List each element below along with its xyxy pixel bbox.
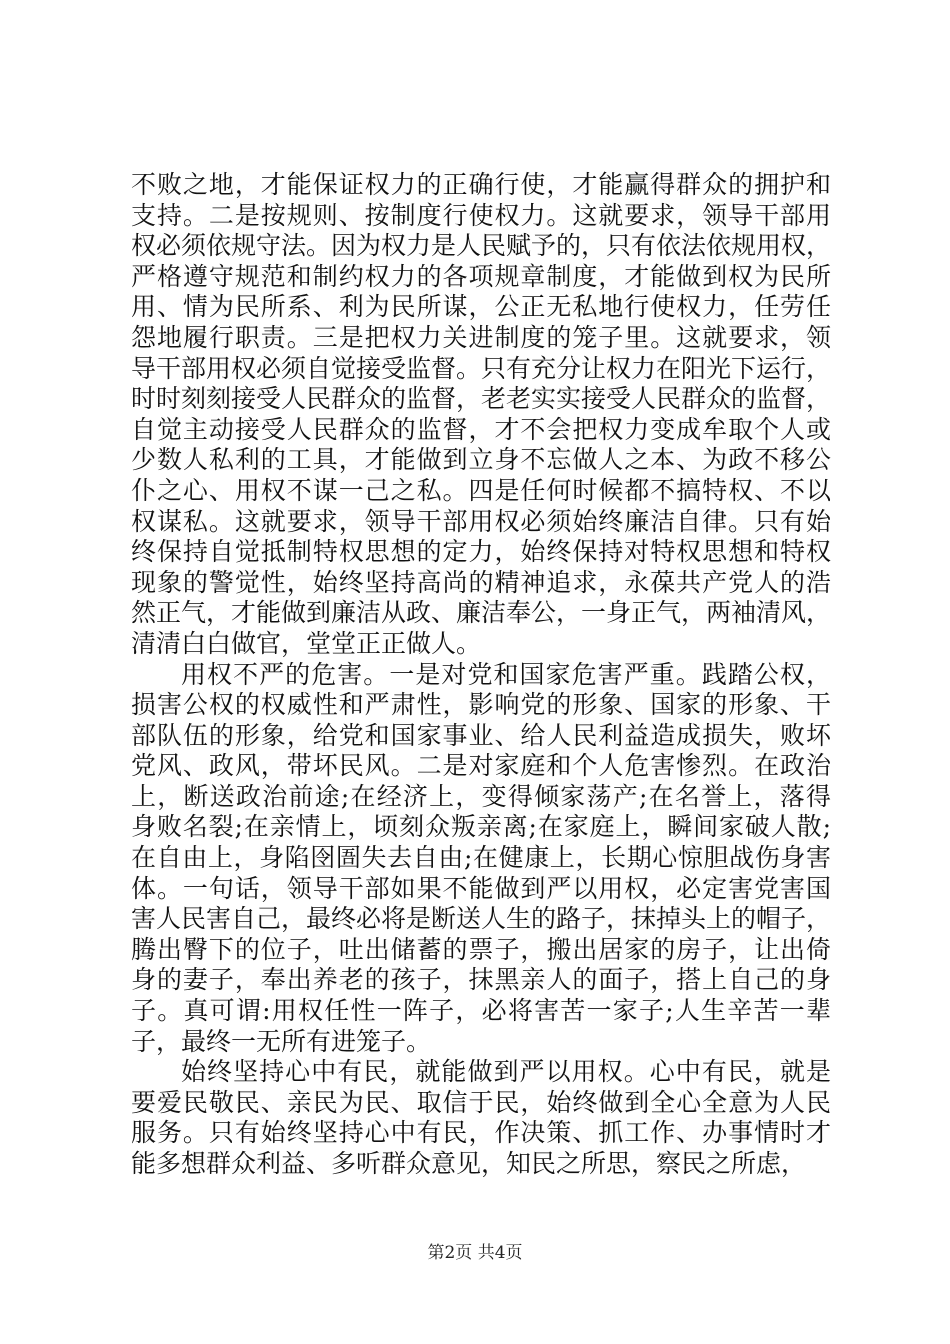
text-line: 不败之地，才能保证权力的正确行使，才能赢得群众的拥护和 — [131, 170, 831, 199]
text-line: 子，最终一无所有进笼子。 — [131, 1026, 432, 1056]
text-line: 导干部用权必须自觉接受监督。只有充分让权力在阳光下运行， — [131, 353, 832, 383]
text-line: 服务。只有始终坚持心中有民，作决策、抓工作、办事情时才 — [131, 1118, 831, 1148]
text-line: 能多想群众利益、多听群众意见，知民之所思，察民之所虑， — [131, 1149, 807, 1178]
text-line: 上，断送政治前途;在经济上，变得倾家荡产;在名誉上，落得 — [131, 781, 831, 811]
text-line: 时时刻刻接受人民群众的监督，老老实实接受人民群众的监督， — [131, 384, 832, 414]
text-line: 害人民害自己，最终必将是断送人生的路子，抹掉头上的帽子， — [131, 904, 832, 934]
text-line: 严格遵守规范和制约权力的各项规章制度，才能做到权为民所 — [131, 261, 831, 291]
text-line: 腾出臀下的位子，吐出储蓄的票子，搬出居家的房子，让出倚 — [131, 934, 831, 964]
text-line: 权谋私。这就要求，领导干部用权必须始终廉洁自律。只有始 — [131, 506, 831, 536]
page-number-footer: 第2页 共4页 — [427, 1243, 523, 1263]
text-line: 自觉主动接受人民群众的监督，才不会把权力变成牟取个人或 — [131, 414, 831, 444]
text-line: 怨地履行职责。三是把权力关进制度的笼子里。这就要求，领 — [131, 322, 831, 352]
text-line: 支持。二是按规则、按制度行使权力。这就要求，领导干部用 — [131, 200, 831, 230]
text-line: 现象的警觉性，始终坚持高尚的精神追求，永葆共产党人的浩 — [131, 567, 831, 597]
text-line: 身的妻子，奉出养老的孩子，抹黑亲人的面子，搭上自己的身 — [131, 965, 831, 995]
text-line: 清清白白做官，堂堂正正做人。 — [131, 628, 482, 658]
text-line: 子。真可谓:用权任性一阵子，必将害苦一家子;人生辛苦一辈 — [131, 996, 831, 1026]
text-line: 用、情为民所系、利为民所谋，公正无私地行使权力，任劳任 — [131, 292, 831, 322]
text-line: 权必须依规守法。因为权力是人民赋予的，只有依法依规用权， — [131, 231, 832, 261]
text-line: 部队伍的形象，给党和国家事业、给人民利益造成损失，败坏 — [131, 720, 831, 750]
text-line: 用权不严的危害。一是对党和国家危害严重。践踏公权， — [181, 659, 831, 689]
text-line: 在自由上，身陷囹圄失去自由;在健康上，长期心惊胆战伤身害 — [131, 843, 831, 873]
text-line: 损害公权的权威性和严肃性，影响党的形象、国家的形象、干 — [131, 690, 831, 720]
text-line: 仆之心、用权不谋一己之私。四是任何时候都不搞特权、不以 — [131, 475, 831, 505]
text-line: 始终坚持心中有民，就能做到严以用权。心中有民，就是 — [181, 1057, 831, 1087]
text-line: 然正气，才能做到廉洁从政、廉洁奉公，一身正气，两袖清风， — [131, 598, 832, 628]
text-line: 身败名裂;在亲情上，顷刻众叛亲离;在家庭上，瞬间家破人散; — [131, 812, 831, 842]
text-line: 终保持自觉抵制特权思想的定力，始终保持对特权思想和特权 — [131, 537, 831, 567]
text-line: 少数人私利的工具，才能做到立身不忘做人之本、为政不移公 — [131, 445, 831, 475]
text-line: 党风、政风，带坏民风。二是对家庭和个人危害惨烈。在政治 — [131, 751, 831, 781]
text-line: 体。一句话，领导干部如果不能做到严以用权，必定害党害国 — [131, 873, 831, 903]
text-line: 要爱民敬民、亲民为民、取信于民，始终做到全心全意为人民 — [131, 1087, 831, 1117]
body-text — [131, 170, 831, 1180]
